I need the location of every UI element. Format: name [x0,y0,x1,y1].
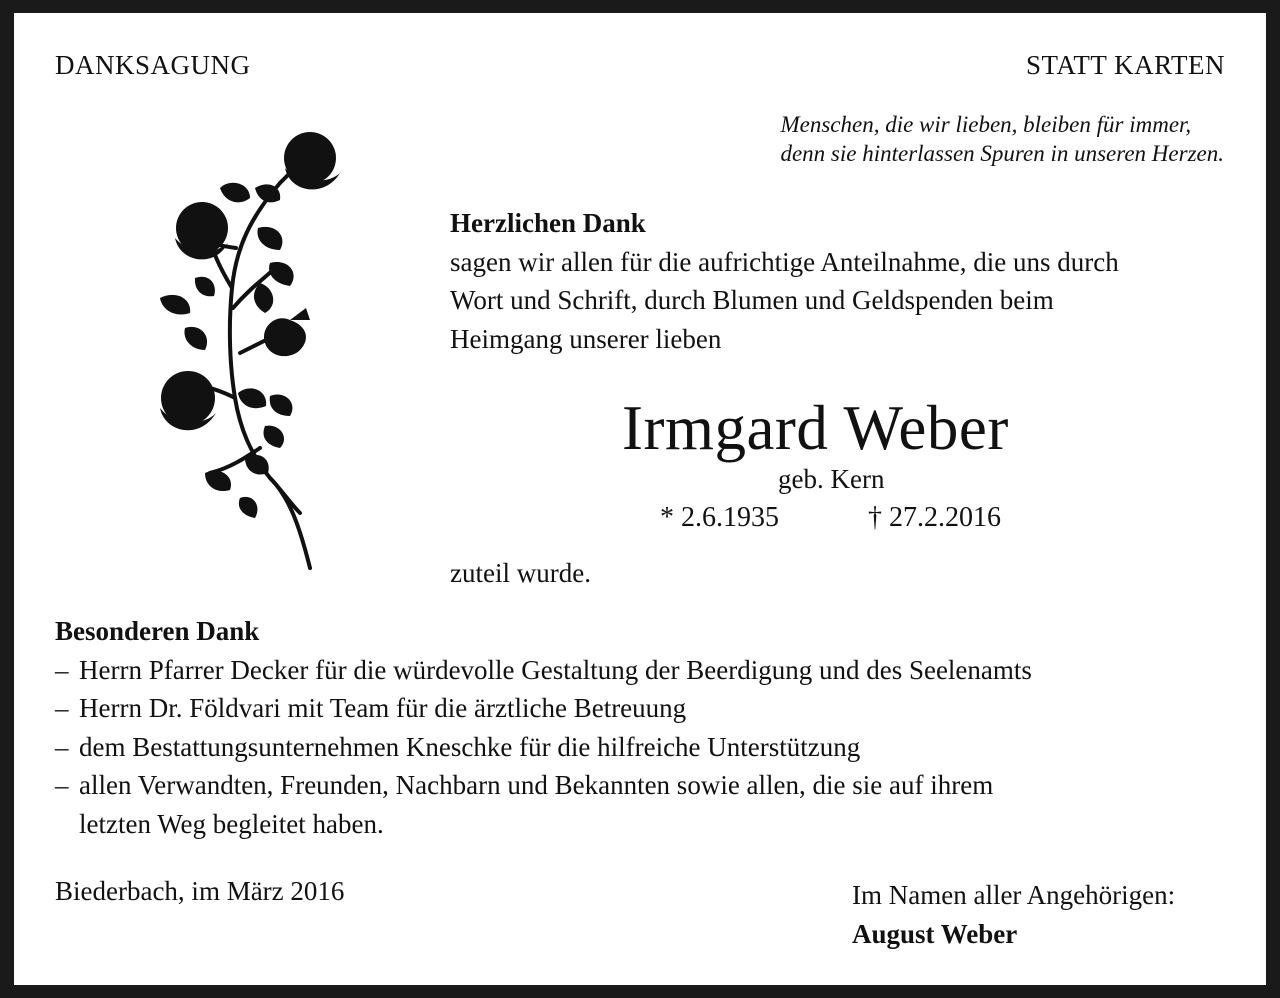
signer-name: August Weber [852,918,1018,949]
place-and-date: Biederbach, im März 2016 [55,876,345,906]
intro-line: Wort und Schrift, durch Blumen und Geldspenden beim [450,285,1054,315]
list-item: – allen Verwandten, Freunden, Nachbarn und Bekannten sowie allen, die sie auf ihrem [55,766,1235,805]
memorial-quote [780,110,1224,168]
death-date: † 27.2.2016 [868,502,1001,533]
special-thanks-heading: Besonderen Dank [55,616,260,646]
list-item: – Herrn Pfarrer Decker für die würdevolle Gestaltung der Beerdigung und des Seelenamts [55,651,1235,690]
intro-heading: Herzlichen Dank [450,208,646,238]
special-thanks-section [55,612,1235,843]
special-thanks-list [55,651,1235,805]
rose-illustration-icon [150,128,350,578]
deceased-name: Irmgard Weber [622,393,1009,463]
list-item: – dem Bestattungsunternehmen Kneschke für die hilfreiche Unterstützung [55,728,1235,767]
list-item: – Herrn Dr. Földvari mit Team für die ärztliche Betreuung [55,689,1235,728]
birth-date: * 2.6.1935 [660,502,779,533]
list-item-continuation: letzten Weg begleitet haben. [79,808,384,839]
intro-paragraph [450,204,1240,358]
on-behalf-text: Im Namen aller Angehörigen: [852,880,1176,910]
signature-block [852,876,1175,953]
birth-name: geb. Kern [778,464,885,494]
header-danksagung: DANKSAGUNG [55,50,251,80]
closing-line: zuteil wurde. [450,558,591,588]
intro-line: Heimgang unserer lieben [450,323,722,354]
quote-line: denn sie hinterlassen Spuren in unseren Herzen. [780,141,1224,166]
intro-line: sagen wir allen für die aufrichtige Anteilnahme, die uns durch [450,246,1119,277]
header-statt-karten: STATT KARTEN [1026,50,1225,80]
quote-line: Menschen, die wir lieben, bleiben für immer, [780,112,1192,137]
